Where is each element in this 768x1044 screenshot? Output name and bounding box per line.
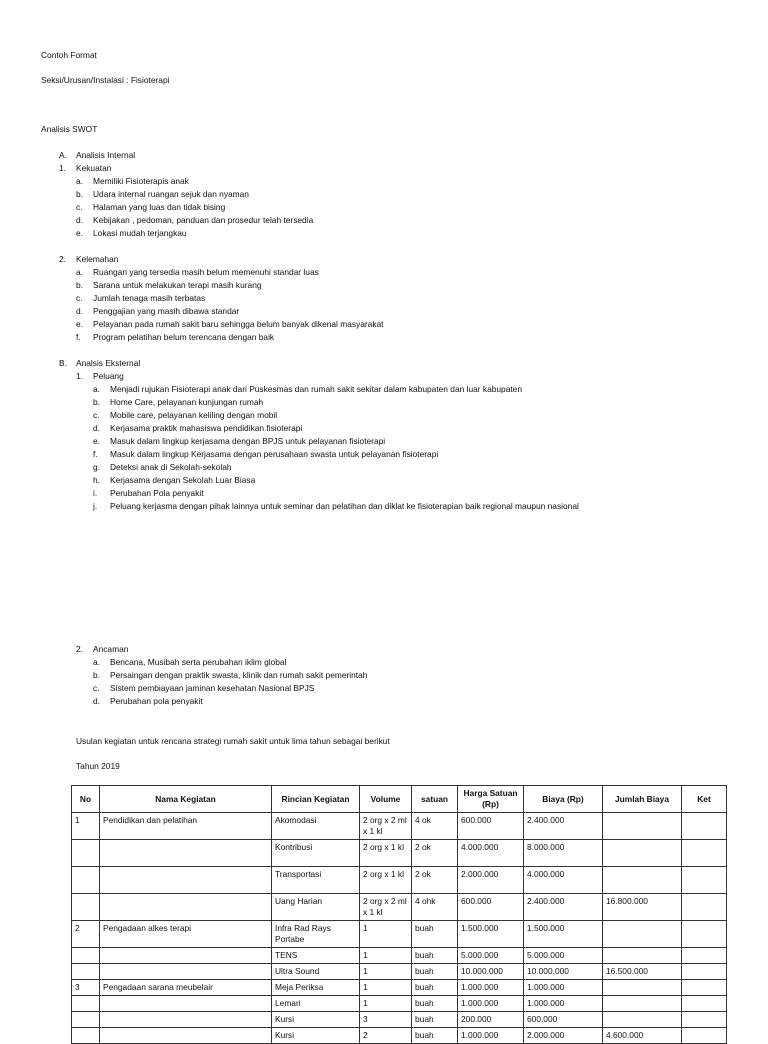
swot-heading: Analisis SWOT — [41, 124, 98, 134]
budget-table — [71, 785, 727, 1044]
col-header-unit-price: Harga Satuan (Rp) — [458, 786, 524, 813]
col-header-activity: Nama Kegiatan — [100, 786, 272, 813]
doc-section: Seksi/Urusan/Instalasi : Fisioterapi — [41, 75, 170, 85]
col-header-note: Ket — [682, 786, 727, 813]
table-row: Kursi 2 buah 1.000.000 2.000.000 4.600.000 — [72, 1028, 727, 1044]
table-row: Kursi 3 buah 200.000 600.000 — [72, 1012, 727, 1028]
table-row: 3 Pengadaan sarana meubelair Meja Periksa 1 buah 1.000.000 1.000.000 — [72, 980, 727, 996]
table-header-row — [72, 786, 727, 813]
table-row: Ultra Sound 1 buah 10.000.000 10.000.000 16.500.000 — [72, 964, 727, 980]
col-header-volume: Volume — [360, 786, 412, 813]
col-header-cost: Biaya (Rp) — [524, 786, 603, 813]
document-page: Contoh Format Seksi/Urusan/Instalasi : Fisioterapi Analisis SWOT A. Analisis Internal 1. Kekuatan a. Memiliki Fisioterapis anak b. Udara internal ruangan sejuk dan nyaman c. Halaman yang luas dan tidak bising d. Kebijakan , pedoman, panduan dan prosedur telah tersedia e. Lokasi mudah terjangkau 2. Kelemahan a. Ruangan yang tersedia masih belum memenuhi standar luas b. Sarana untuk melakukan terapi masih kurang c. Jumlah tenaga masih terbatas d. Penggajian yang masih dibawa standar e. Pelayanan pada rumah sakit baru sehingga belum banyak dikenal masyarakat f. Program pelatihan belum terencana dengan baik B. Analsis Eksternal 1. Peluang a. Menjadi rujukan Fisioterapi anak dari Puskesmas dan rumah sakit sekitar dalam kabupaten dan luar kabupaten b. Home Care, pelayanan kunjungan rumah c. Mobile care, pelayanan keliling dengan mobil d. Kerjasama praktik mahasiswa pendidikan fisioterapi e. Masuk dalam lingkup kerjasama dengan BPJS untuk pelayanan fisioterapi f. Masuk dalam lingkup Kerjasama dengan perusahaan swasta untuk pelayanan fisioterapi g. Deteksi anak di Sekolah-sekolah h. Kerjasama dengan Sekolah Luar Biasa i. Perubahan Pola penyakit j. Peluang kerjasma dengan pihak lainnya untuk seminar dan pelatihan dan diklat ke fisioterapian baik regional maupun nasional 2. Ancaman a. Bencana, Musibah serta perubahan iklim global b. Persaingan dengan praktik swasta, klinik dan rumah sakit pemerintah c. Sistem pembiayaan jaminan kesehatan Nasional BPJS d. Perubahan pola penyakit Usulan kegiatan untuk rencana strategi rumah sakit untuk lima tahun sebagai berikut Tahun 2019 No Nama Kegiatan Rincian Kegiatan Volume satuan Harga Satuan (Rp) Biaya (Rp) Jumlah Biaya Ket 1 Pendidikan dan pelatihan Akomodasi 2 org x 2 ml x 1 kl 4 ok 600.000 2.400.000 Kontribusi 2 org x 1 kl 2 ok 4.000.000 8.000.000 Transportasi 2 org x 1 kl 2 ok 2.000.000 4.000.000 Uang Harian 2 org x 2 ml x 1 kl 4 ohk 600.000 2.400.000 16.800.000 2 Pengadaan alkes terapi Infra Rad Rays Portabe 1 buah 1.500.000 1.500.000 TENS 1 buah 5.000.000 5.000.000 Ultra Sound 1 buah 10.000.000 10.000.000 16.500.000 3 Pengadaan sarana meubelair Meja Periksa 1 buah 1.000.000 1.000.000 Lemari 1 buah 1.000.000 1.000.000 Kursi 3 buah 200.000 600.000 Kursi 2 buah 1.000.000 2.000.000 4.600.000 — [0, 0, 768, 1024]
col-header-detail: Rincian Kegiatan — [272, 786, 360, 813]
col-header-total: Jumlah Biaya — [603, 786, 682, 813]
table-row: Lemari 1 buah 1.000.000 1.000.000 — [72, 996, 727, 1012]
table-row: 2 Pengadaan alkes terapi Infra Rad Rays Portabe 1 buah 1.500.000 1.500.000 — [72, 921, 727, 948]
proposal-intro: Usulan kegiatan untuk rencana strategi rumah sakit untuk lima tahun sebagai berikut — [76, 736, 390, 746]
table-row: Transportasi 2 org x 1 kl 2 ok 2.000.000 4.000.000 — [72, 867, 727, 894]
proposal-year: Tahun 2019 — [76, 761, 120, 771]
table-row: Kontribusi 2 org x 1 kl 2 ok 4.000.000 8.000.000 — [72, 840, 727, 867]
table-row: Uang Harian 2 org x 2 ml x 1 kl 4 ohk 600.000 2.400.000 16.800.000 — [72, 894, 727, 921]
doc-title: Contoh Format — [41, 50, 97, 60]
table-row: 1 Pendidikan dan pelatihan Akomodasi 2 org x 2 ml x 1 kl 4 ok 600.000 2.400.000 — [72, 813, 727, 840]
col-header-no: No — [72, 786, 100, 813]
table-row: TENS 1 buah 5.000.000 5.000.000 — [72, 948, 727, 964]
col-header-unit: satuan — [412, 786, 458, 813]
